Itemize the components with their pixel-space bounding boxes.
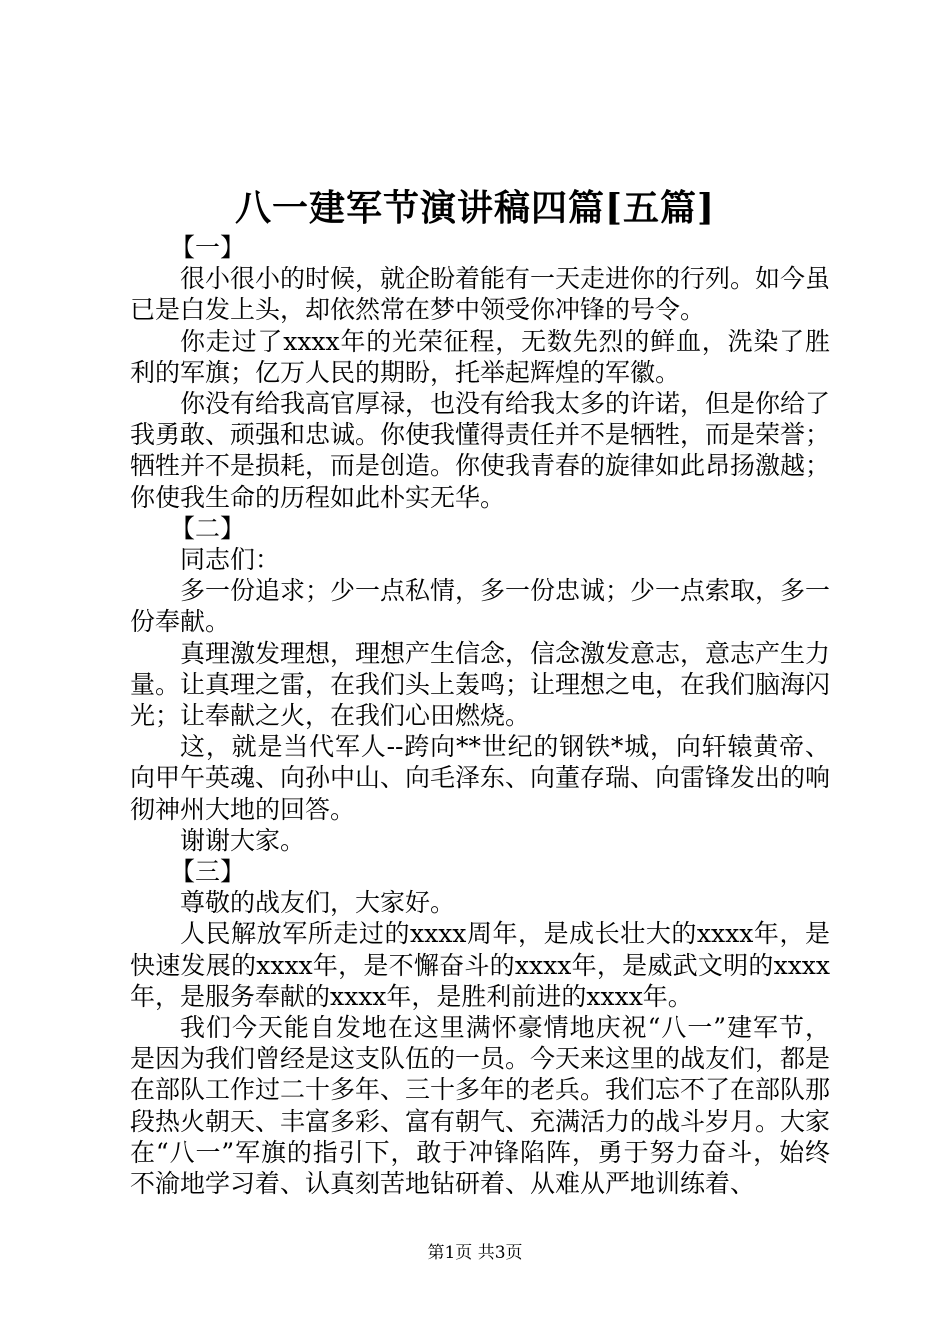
paragraph: 你没有给我高官厚禄，也没有给我太多的许诺，但是你给了我勇敢、顽强和忠诚。你使我懂得责任并不是牺牲，而是荣誉；牺牲并不是损耗，而是创造。你使我青春的旋律如此昂扬激越；你使我生命的历程如此朴实无华。 [130,389,831,512]
section-heading-2: 【二】 [170,513,246,543]
paragraph: 很小很小的时候，就企盼着能有一天走进你的行列。如今虽已是白发上头，却依然常在梦中领受你冲锋的号令。 [130,264,831,325]
page-footer: 第1页 共3页 [427,1243,523,1263]
paragraph: 尊敬的战友们，大家好。 [180,888,456,918]
document-title: 八一建军节演讲稿四篇[五篇] [234,187,716,229]
section-heading-1: 【一】 [170,233,246,262]
paragraph: 真理激发理想，理想产生信念，信念激发意志，意志产生力量。让真理之雷，在我们头上轰鸣；让理想之电，在我们脑海闪光；让奉献之火，在我们心田燃烧。 [130,638,831,731]
paragraph: 多一份追求；少一点私情，多一份忠诚；少一点索取，多一份奉献。 [130,576,831,637]
paragraph: 谢谢大家。 [180,825,306,855]
document-body [130,232,830,1199]
section-heading-3: 【三】 [170,857,246,887]
paragraph: 这，就是当代军人--跨向**世纪的钢铁*城，向轩辕黄帝、向甲午英魂、向孙中山、向毛泽东、向董存瑞、向雷锋发出的响彻神州大地的回答。 [130,732,831,824]
paragraph: 我们今天能自发地在这里满怀豪情地庆祝“八一”建军节，是因为我们曾经是这支队伍的一员。今天来这里的战友们，都是在部队工作过二十多年、三十多年的老兵。我们忘不了在部队那段热火朝天、丰富多彩、富有朝气、充满活力的战斗岁月。大家在“八一”军旗的指引下，敢于冲锋陷阵，勇于努力奋斗，始终不渝地学习着、认真刻苦地钻研着、从难从严地训练着、 [130,1013,831,1199]
paragraph: 你走过了xxxx年的光荣征程，无数先烈的鲜血，洗染了胜利的军旗；亿万人民的期盼，托举起辉煌的军徽。 [130,326,830,387]
paragraph: 人民解放军所走过的xxxx周年，是成长壮大的xxxx年，是快速发展的xxxx年，是不懈奋斗的xxxx年，是威武文明的xxxx年，是服务奉献的xxxx年，是胜利前进的xxxx年。 [130,919,830,1011]
paragraph: 同志们： [180,545,281,575]
